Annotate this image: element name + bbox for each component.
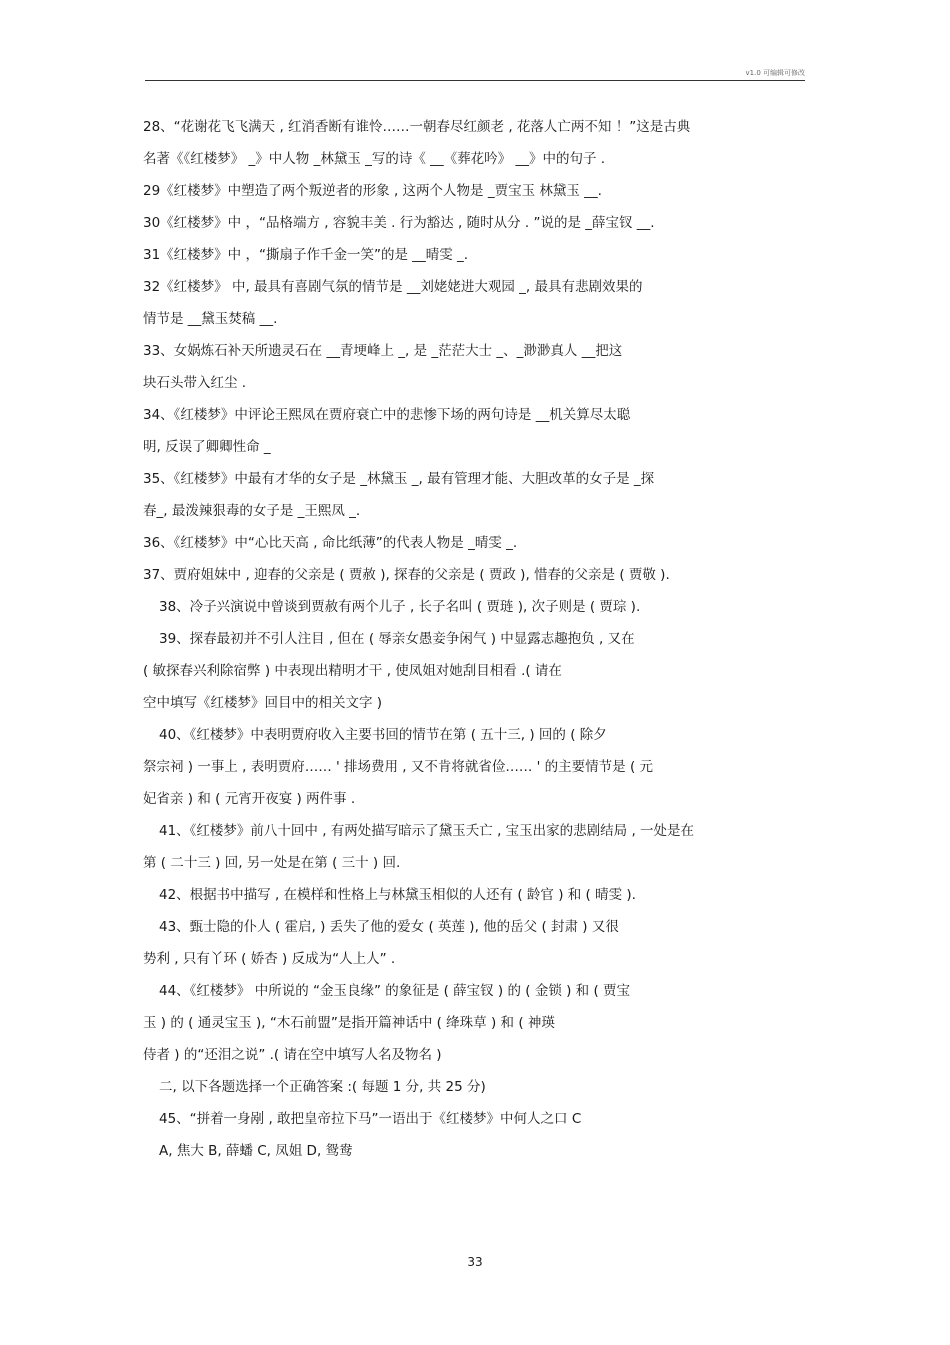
text-line: 明, 反误了卿卿性命 _ (143, 439, 271, 455)
text-line: 34、《红楼梦》中评论王熙凤在贾府衰亡中的悲惨下场的两句诗是 __机关算尽太聪 (143, 407, 631, 423)
text-line: A, 焦大 B, 薛蟠 C, 凤姐 D, 鸳鸯 (159, 1143, 353, 1159)
text-line: 祭宗祠 ) 一事上 , 表明贾府…… ' 排场费用 , 又不肯将就省俭…… ' 的主要情节是 ( 元 (143, 759, 654, 775)
text-line: 32《红楼梦》 中, 最具有喜剧气氛的情节是 __刘姥姥进大观园 _, 最具有悲剧效果的 (143, 279, 643, 295)
header-rule (145, 80, 805, 81)
text-line: 43、甄士隐的仆人 ( 霍启, ) 丢失了他的爱女 ( 英莲 ), 他的岳父 ( 封肃 ) 又很 (159, 919, 619, 935)
question-content (143, 120, 808, 1159)
page-number: 33 (467, 1255, 483, 1269)
text-line: 36、《红楼梦》中“心比天高 , 命比纸薄”的代表人物是 _晴雯 _. (143, 535, 518, 551)
text-line: 妃省亲 ) 和 ( 元宵开夜宴 ) 两件事 . (143, 791, 356, 807)
text-line: 名著《《红楼梦》 _》中人物 _林黛玉 _写的诗《 __《葬花吟》 __》中的句子 . (143, 151, 606, 167)
text-line: 37、贾府姐妹中 , 迎春的父亲是 ( 贾赦 ), 探春的父亲是 ( 贾政 ), 惜春的父亲是 ( 贾敬 ). (143, 567, 670, 583)
text-line: ( 敏探春兴利除宿弊 ) 中表现出精明才干 , 使凤姐对她刮目相看 .( 请在 (143, 663, 562, 679)
text-line: 第 ( 二十三 ) 回, 另一处是在第 ( 三十 ) 回. (143, 855, 401, 871)
text-line: 情节是 __黛玉焚稿 __. (143, 311, 278, 327)
text-line: 42、根据书中描写 , 在模样和性格上与林黛玉相似的人还有 ( 龄官 ) 和 ( 晴雯 ). (159, 887, 636, 903)
text-line: 春_, 最泼辣狠毒的女子是 _王熙凤 _. (143, 503, 361, 519)
text-line: 30《红楼梦》中 ，“品格端方 , 容貌丰美 . 行为豁达 , 随时从分 . ”说的是 _薛宝钗 __. (143, 215, 655, 231)
text-line: 38、冷子兴演说中曾谈到贾赦有两个儿子 , 长子名叫 ( 贾琏 ), 次子则是 ( 贾琮 ). (159, 599, 641, 615)
text-line: 29《红楼梦》中塑造了两个叛逆者的形象 , 这两个人物是 _贾宝玉 林黛玉 __. (143, 183, 602, 199)
text-line: 41、《红楼梦》前八十回中 , 有两处描写暗示了黛玉夭亡 , 宝玉出家的悲剧结局 , 一处是在 (159, 823, 695, 839)
text-line: 45、“拼着一身剐 , 敢把皇帝拉下马”一语出于《红楼梦》中何人之口 C (159, 1111, 582, 1127)
header-note: v1.0 可编辑可修改 (745, 69, 805, 77)
text-line: 玉 ) 的 ( 通灵宝玉 ), “木石前盟”是指开篇神话中 ( 绛珠草 ) 和 ( 神瑛 (143, 1015, 555, 1031)
text-line: 31《红楼梦》中 ，“撕扇子作千金一笑”的是 __晴雯 _. (143, 247, 469, 263)
text-line: 势利 , 只有丫环 ( 娇杏 ) 反成为“人上人” . (143, 951, 396, 967)
text-line: 39、探春最初并不引人注目 , 但在 ( 辱亲女愚妾争闲气 ) 中显露志趣抱负 , 又在 (159, 631, 635, 647)
text-line: 33、女娲炼石补天所遗灵石在 __青埂峰上 _, 是 _茫茫大士 _、_渺渺真人 __把这 (143, 343, 623, 359)
text-line: 块石头带入红尘 . (143, 375, 247, 391)
text-line: 侍者 ) 的“还泪之说” .( 请在空中填写人名及物名 ) (143, 1047, 442, 1063)
section-heading: 二, 以下各题选择一个正确答案 :( 每题 1 分, 共 25 分) (159, 1079, 486, 1095)
text-line: 44、《红楼梦》 中所说的 “金玉良缘” 的象征是 ( 薛宝钗 ) 的 ( 金锁 ) 和 ( 贾宝 (159, 983, 631, 999)
text-line: 空中填写《红楼梦》回目中的相关文字 ) (143, 695, 383, 711)
text-line: 35、《红楼梦》中最有才华的女子是 _林黛玉 _, 最有管理才能、大胆改革的女子是 _探 (143, 471, 655, 487)
text-line: 40、《红楼梦》中表明贾府收入主要书回的情节在第 ( 五十三, ) 回的 ( 除夕 (159, 727, 607, 743)
text-line: 28、“花谢花飞飞满天 , 红消香断有谁怜……一朝春尽红颜老 , 花落人亡两不知 ！”这是古典 (143, 119, 691, 135)
